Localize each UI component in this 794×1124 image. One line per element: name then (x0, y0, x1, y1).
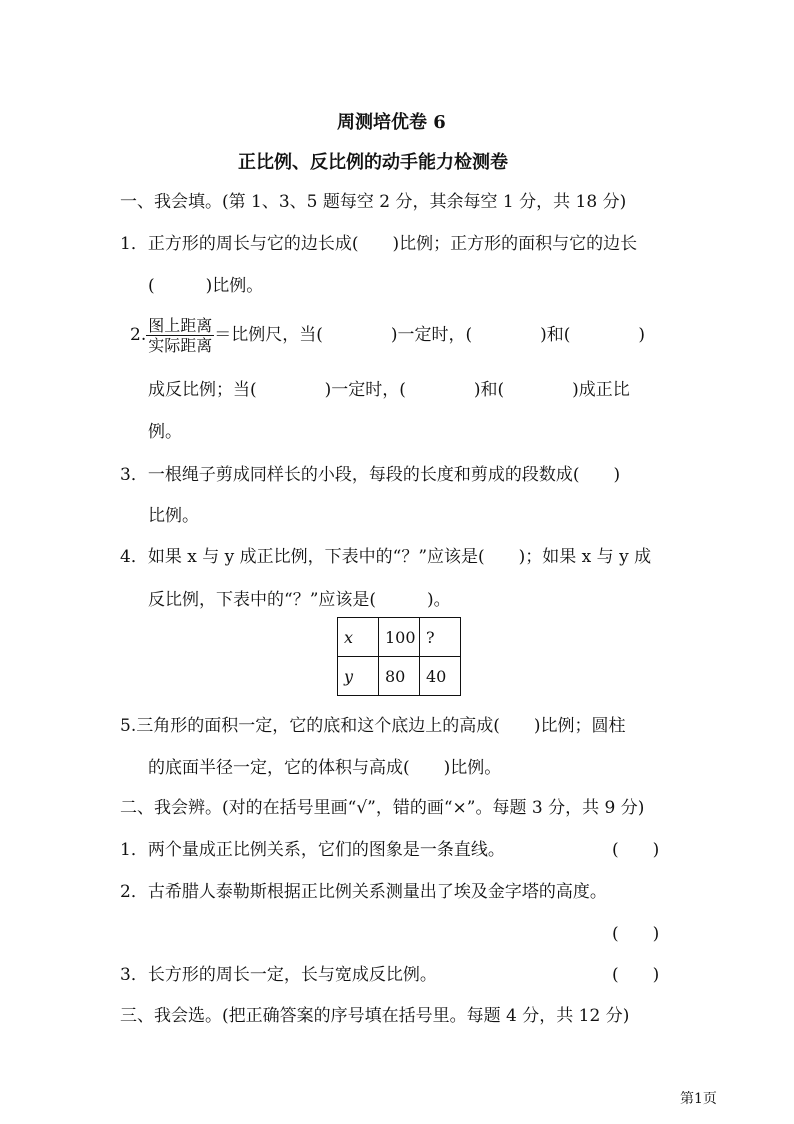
fraction-numerator: 图上距离 (148, 316, 213, 335)
q5-line1: 5.三角形的面积一定，它的底和这个底边上的高成( )比例；圆柱 (120, 716, 626, 736)
table-row (338, 618, 461, 657)
q2-line1 (130, 316, 645, 355)
q4-line1: 4．如果 x 与 y 成正比例，下表中的“？”应该是( )；如果 x 与 y 成 (120, 547, 652, 567)
table-cell: x (338, 618, 379, 657)
table-cell: ? (420, 618, 461, 657)
xy-table (337, 617, 461, 696)
q5-line2: 的底面半径一定，它的体积与高成( )比例。 (148, 758, 502, 778)
table-cell: 40 (420, 657, 461, 696)
q2-line3: 例。 (148, 422, 182, 442)
q1-line2: ( )比例。 (148, 276, 264, 296)
fraction-denominator: 实际距离 (148, 336, 213, 355)
section2-heading: 二、我会辨。(对的在括号里画“√”，错的画“×”。每题 3 分，共 9 分) (120, 798, 645, 818)
q3-line2: 比例。 (148, 506, 199, 526)
judge-q1: 1．两个量成正比例关系，它们的图象是一条直线。 (120, 840, 505, 860)
q1-line1: 1．正方形的周长与它的边长成( )比例；正方形的面积与它的边长 (120, 234, 638, 254)
table-cell: y (338, 657, 379, 696)
table-cell: 100 (379, 618, 420, 657)
page-title: 周测培优卷 6 (337, 112, 446, 133)
scale-fraction (146, 316, 214, 355)
q2-line1-rest: ＝比例尺，当( )一定时，( )和( ) (214, 325, 646, 345)
judge-q3-blank: ( ) (612, 965, 660, 985)
judge-q3: 3．长方形的周长一定，长与宽成反比例。 (120, 965, 437, 985)
page-subtitle: 正比例、反比例的动手能力检测卷 (238, 152, 508, 173)
q4-line2: 反比例，下表中的“？”应该是( )。 (148, 590, 451, 610)
q2-prefix: 2. (130, 325, 147, 345)
section1-heading: 一、我会填。(第 1、3、5 题每空 2 分，其余每空 1 分，共 18 分) (120, 192, 627, 212)
q2-line2: 成反比例；当( )一定时，( )和( )成正比 (148, 380, 630, 400)
table-row (338, 657, 461, 696)
judge-q2-blank: ( ) (612, 924, 660, 944)
page-number: 第1页 (680, 1091, 717, 1107)
section3-heading: 三、我会选。(把正确答案的序号填在括号里。每题 4 分，共 12 分) (120, 1006, 630, 1026)
table-cell: 80 (379, 657, 420, 696)
judge-q1-blank: ( ) (612, 840, 660, 860)
q3-line1: 3．一根绳子剪成同样长的小段，每段的长度和剪成的段数成( ) (120, 465, 621, 485)
judge-q2: 2．古希腊人泰勒斯根据正比例关系测量出了埃及金字塔的高度。 (120, 882, 607, 902)
